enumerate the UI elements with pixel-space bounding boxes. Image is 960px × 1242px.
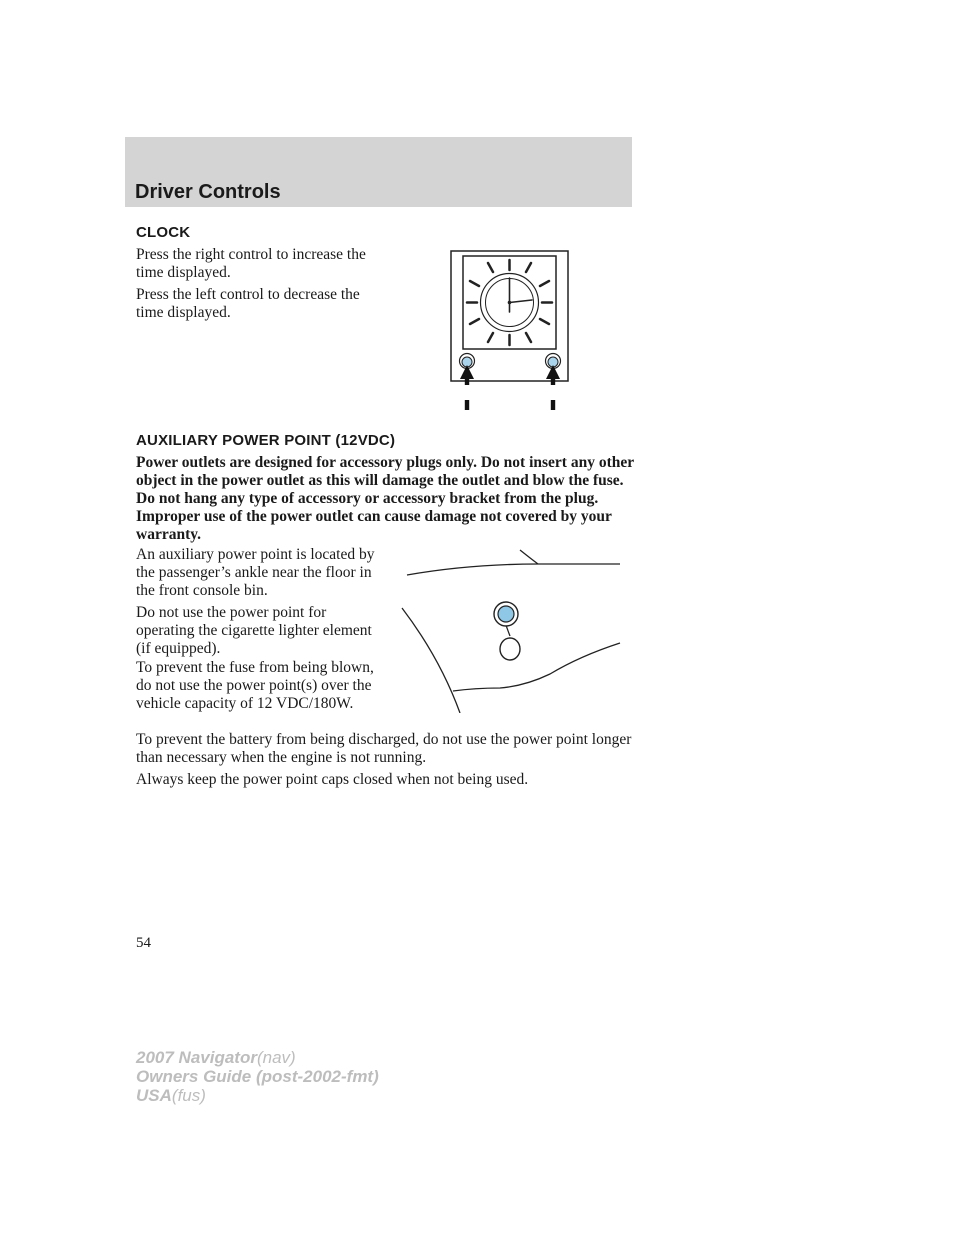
power-point-lighter-paragraph: Do not use the power point for operating the cigarette lighter element (if equipped). [136,604,372,657]
power-point-capacity-paragraph: To prevent the fuse from being blown, do not use the power point(s) over the vehicle capacity of 12 VDC/180W. [136,659,374,712]
power-point-illustration [400,548,630,713]
footer-model: 2007 Navigator [136,1048,257,1067]
footer-market: USA [136,1086,172,1105]
section-title: Driver Controls [135,181,281,203]
section-header-band [125,137,632,207]
clock-paragraph-increase: Press the right control to increase the time displayed. [136,246,366,281]
footer-guide-name: Owners Guide (post-2002-fmt) [136,1067,379,1086]
document-footer [136,1048,379,1105]
power-outlet[interactable] [494,602,518,626]
power-point-heading: AUXILIARY POWER POINT (12VDC) [136,432,396,449]
power-point-battery-paragraph: To prevent the battery from being discharged, do not use the power point longer than necessary when the engine is not running. [136,731,632,766]
power-outlet-cap[interactable] [500,638,520,660]
clock-paragraph-decrease: Press the left control to decrease the time displayed. [136,286,360,321]
power-point-location-paragraph: An auxiliary power point is located by the passenger’s ankle near the floor in the front console bin. [136,546,375,599]
footer-model-code: (nav) [256,1048,296,1067]
clock-heading: CLOCK [136,224,191,241]
power-point-warning: Power outlets are designed for accessory plugs only. Do not insert any other object in the power outlet as this will damage the outlet and blow the fuse. Do not hang any type of accessory or accessory bracket from the plug. Improper use of the power outlet can cause damage not covered by your warranty. [136,454,634,543]
page-number: 54 [136,935,151,951]
clock-illustration [450,248,570,413]
power-point-caps-paragraph: Always keep the power point caps closed when not being used. [136,771,529,788]
footer-market-code: (fus) [171,1086,206,1105]
